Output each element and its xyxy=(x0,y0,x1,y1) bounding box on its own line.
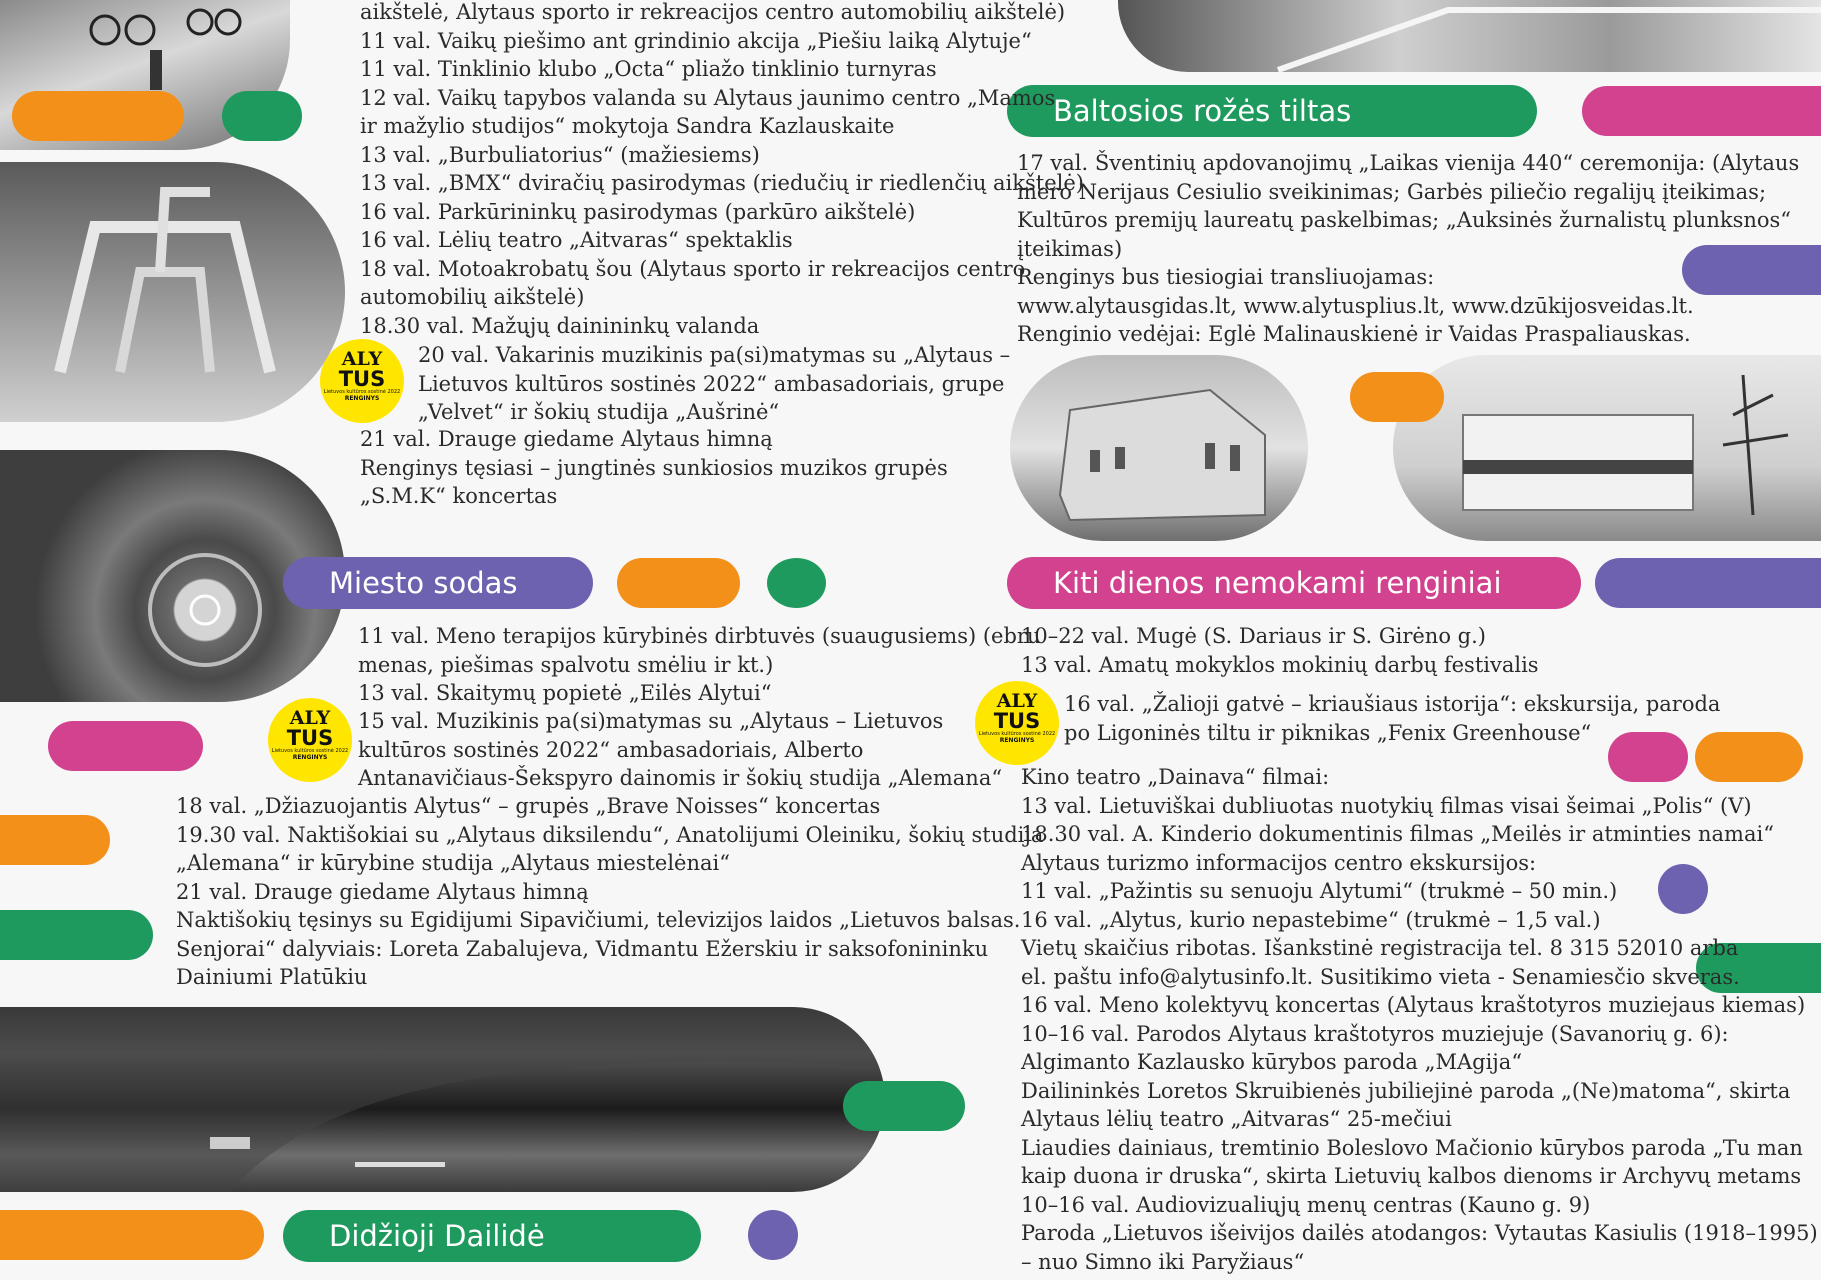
program-line: 11 val. Meno terapijos kūrybinės dirbtuvės (suaugusiems) (ebru xyxy=(358,624,1041,648)
program-line: 10–22 val. Mugė (S. Dariaus ir S. Girėno g.) xyxy=(1021,624,1486,648)
photo-playground xyxy=(0,162,345,422)
deco-pill xyxy=(843,1081,965,1131)
program-line: Renginys bus tiesiogiai transliuojamas: xyxy=(1017,265,1435,289)
program-line: 21 val. Drauge giedame Alytaus himną xyxy=(360,427,773,451)
program-line: 11 val. Vaikų piešimo ant grindinio akcija „Piešiu laiką Alytuje“ xyxy=(360,28,1032,53)
program-top-list-c xyxy=(360,425,948,511)
program-line: – nuo Simno iki Paryžiaus“ xyxy=(1021,1249,1305,1274)
program-line: 16 val. Lėlių teatro „Aitvaras“ spektaklis xyxy=(360,228,793,252)
program-line: ir mažylio studijos“ mokytoja Sandra Kazlauskaite xyxy=(360,114,895,138)
program-top-list-b xyxy=(418,341,1010,427)
program-line: 10–16 val. Parodos Alytaus kraštotyros muziejuje (Savanorių g. 6): xyxy=(1021,1021,1729,1046)
program-line: Alytaus turizmo informacijos centro ekskursijos: xyxy=(1021,850,1537,875)
program-line: Renginys tęsiasi – jungtinės sunkiosios muzikos grupės xyxy=(360,455,948,480)
program-line: 17 val. Šventinių apdovanojimų „Laikas vienija 440“ ceremonija: (Alytaus xyxy=(1017,151,1800,175)
photo-lake-aerial xyxy=(0,1007,885,1192)
program-line: kaip duona ir druska“, skirta Lietuvių kalbos dienoms ir Archyvų metams xyxy=(1021,1164,1802,1188)
program-line: Alytaus lėlių teatro „Aitvaras“ 25-mečiui xyxy=(1021,1107,1452,1131)
program-line: 15 val. Muzikinis pa(si)matymas su „Alytaus – Lietuvos xyxy=(358,709,944,733)
program-line: 19.30 val. Naktišokiai su „Alytaus diksilendu“, Anatolijumi Oleiniku, šokių studija xyxy=(176,822,1044,847)
program-line: Paroda „Lietuvos išeivijos dailės atodangos: Vytautas Kasiulis (1918–1995) xyxy=(1021,1221,1818,1245)
photo-culture-center xyxy=(1393,355,1821,541)
program-line: el. paštu info@alytusinfo.lt. Susitikimo vieta - Senamiesčio skveras. xyxy=(1021,964,1740,989)
miesto-sodas-list-c xyxy=(176,792,1043,992)
program-line: 16 val. Meno kolektyvų koncertas (Alytaus kraštotyros muziejaus kiemas) xyxy=(1021,993,1806,1017)
program-line: 13 val. „BMX“ dviračių pasirodymas (riedučių ir riedlenčių aikštelė) xyxy=(360,171,1084,195)
program-line: 13 val. „Burbuliatorius“ (mažiesiems) xyxy=(360,142,760,167)
program-line: Liaudies dainiaus, tremtinio Boleslovo Mačionio kūrybos paroda „Tu man xyxy=(1021,1135,1803,1160)
program-line: automobilių aikštelė) xyxy=(360,285,585,309)
miesto-sodas-list-a xyxy=(358,622,1041,708)
program-line: Vietų skaičius ribotas. Išankstinė registracija tel. 8 315 52010 arba xyxy=(1021,936,1739,960)
photo-old-building xyxy=(1010,355,1308,541)
program-line: 12 val. Vaikų tapybos valanda su Alytaus jaunimo centro „Mamos xyxy=(360,85,1056,110)
program-line: „Velvet“ ir šokių studija „Aušrinė“ xyxy=(418,400,780,424)
program-line: Algimanto Kazlausko kūrybos paroda „MAgija“ xyxy=(1021,1050,1523,1074)
program-line: Dailininkės Loretos Skruibienės jubiliejinė paroda „(Ne)matoma“, skirta xyxy=(1021,1078,1791,1103)
photo-bridge xyxy=(1118,0,1821,72)
deco-pill xyxy=(0,910,153,960)
program-line: Senjorai“ dalyviais: Loreta Zabalujeva, Vidmantu Ežerskiu ir saksofonininku xyxy=(176,936,989,961)
program-line: aikštelė, Alytaus sporto ir rekreacijos centro automobilių aikštelė) xyxy=(360,0,1066,24)
program-line: Kino teatro „Dainava“ filmai: xyxy=(1021,765,1330,789)
program-line: 13 val. Lietuviškai dubliuotas nuotykių filmas visai šeimai „Polis“ (V) xyxy=(1021,793,1752,818)
deco-pill xyxy=(222,91,302,141)
program-line: menas, piešimas spalvotu smėliu ir kt.) xyxy=(358,652,774,677)
alytus-event-badge: ALY TUS Lietuvos kultūros sostinė 2022 RENGINYS xyxy=(975,681,1059,765)
program-line: 21 val. Drauge giedame Alytaus himną xyxy=(176,879,589,904)
program-line: „S.M.K“ koncertas xyxy=(360,484,558,508)
program-line: 13 val. Amatų mokyklos mokinių darbų festivalis xyxy=(1021,652,1539,677)
program-line: 16 val. „Alytus, kurio nepastebime“ (trukmė – 1,5 val.) xyxy=(1021,907,1601,932)
deco-pill xyxy=(0,1210,264,1260)
deco-dot xyxy=(767,558,826,608)
program-line: 18 val. Motoakrobatų šou (Alytaus sporto ir rekreacijos centro xyxy=(360,256,1026,281)
program-line: Kultūros premijų laureatų paskelbimas; „Auksinės žurnalistų plunksnos“ xyxy=(1017,208,1792,232)
program-line: Renginio vedėjai: Eglė Malinauskienė ir Vaidas Praspaliauskas. xyxy=(1017,322,1691,346)
deco-pill xyxy=(0,815,110,865)
deco-pill xyxy=(1595,558,1821,608)
kiti-list-b xyxy=(1064,690,1720,747)
program-line: Lietuvos kultūros sostinės 2022“ ambasadoriais, grupe xyxy=(418,371,1005,396)
program-line: 11 val. Tinklinio klubo „Octa“ pliažo tinklinio turnyras xyxy=(360,57,937,81)
deco-pill xyxy=(1350,372,1444,422)
program-line: po Ligoninės tiltu ir piknikas „Fenix Greenhouse“ xyxy=(1064,720,1592,745)
program-line: 20 val. Vakarinis muzikinis pa(si)matymas su „Alytaus – xyxy=(418,343,1011,367)
deco-dot xyxy=(748,1210,798,1260)
kiti-list-c xyxy=(1021,763,1818,1276)
deco-pill xyxy=(48,721,203,771)
program-line: Naktišokių tęsinys su Egidijumi Sipavičiumi, televizijos laidos „Lietuvos balsas. xyxy=(176,908,1021,932)
program-line: 18.30 val. Mažųjų dainininkų valanda xyxy=(360,313,760,338)
program-line: 10–16 val. Audiovizualiųjų menų centras (Kauno g. 9) xyxy=(1021,1192,1591,1217)
section-title-kiti-renginiai: Kiti dienos nemokami renginiai xyxy=(1007,557,1581,609)
program-line: 13 val. Skaitymų popietė „Eilės Alytui“ xyxy=(358,681,772,705)
program-line: „Alemana“ ir kūrybine studija „Alytaus miestelėnai“ xyxy=(176,851,730,875)
program-line: 11 val. „Pažintis su senuoju Alytumi“ (trukmė – 50 min.) xyxy=(1021,879,1618,903)
kiti-list-a xyxy=(1021,622,1539,679)
alytus-event-badge: ALY TUS Lietuvos kultūros sostinė 2022 RENGINYS xyxy=(268,698,352,782)
program-line: www.alytausgidas.lt, www.alytusplius.lt, www.dzūkijosveidas.lt. xyxy=(1017,293,1694,318)
program-line: kultūros sostinės 2022“ ambasadoriais, Alberto xyxy=(358,737,864,762)
program-line: 18 val. „Džiazuojantis Alytus“ – grupės „Brave Noisses“ koncertas xyxy=(176,794,881,818)
program-line: 16 val. „Žalioji gatvė – kriaušiaus istorija“: ekskursija, paroda xyxy=(1064,692,1721,716)
section-title-miesto-sodas: Miesto sodas xyxy=(283,557,593,609)
section-title-baltosios-rozes-tiltas: Baltosios rožės tiltas xyxy=(1007,85,1537,137)
section-title-didzioji-dailide: Didžioji Dailidė xyxy=(283,1210,701,1262)
deco-pill xyxy=(617,558,740,608)
deco-pill xyxy=(1582,86,1821,136)
program-line: mero Nerijaus Cesiulio sveikinimas; Garbės piliečio regalijų įteikimas; xyxy=(1017,179,1767,204)
baltosios-list xyxy=(1017,149,1799,349)
program-line: 16 val. Parkūrininkų pasirodymas (parkūro aikštelė) xyxy=(360,199,916,224)
alytus-event-badge: ALY TUS Lietuvos kultūros sostinė 2022 RENGINYS xyxy=(320,339,404,423)
miesto-sodas-list-b xyxy=(358,707,1002,793)
program-line: Antanavičiaus-Šekspyro dainomis ir šokių studija „Alemana“ xyxy=(358,766,1003,790)
deco-pill xyxy=(12,91,184,141)
program-line: Dainiumi Platūkiu xyxy=(176,965,368,989)
program-line: įteikimas) xyxy=(1017,236,1123,261)
program-line: 18.30 val. A. Kinderio dokumentinis filmas „Meilės ir atminties namai“ xyxy=(1021,822,1774,846)
program-top-list xyxy=(360,0,1084,340)
